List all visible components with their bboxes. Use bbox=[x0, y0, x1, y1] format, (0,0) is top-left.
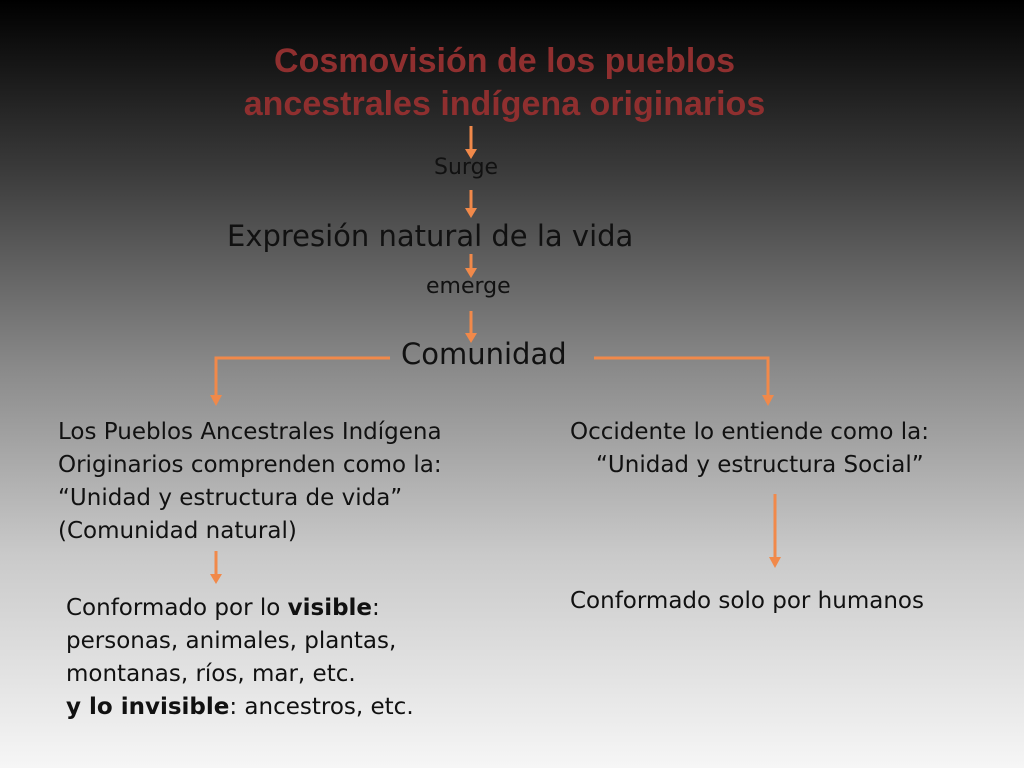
left-branch-text bbox=[58, 416, 442, 548]
right-bottom-line-1: Conformado solo por humanos bbox=[570, 588, 924, 614]
right-branch-line-1: Occidente lo entiende como la: bbox=[570, 419, 930, 445]
left-bottom-line-1-prefix: Conformado por lo bbox=[66, 595, 288, 621]
left-bottom-line-1-suffix: : bbox=[372, 595, 380, 621]
left-bottom-line-2: personas, animales, plantas, bbox=[66, 628, 397, 654]
right-branch-text bbox=[570, 416, 929, 482]
arrow-right-block-to-right-bottom bbox=[769, 494, 781, 568]
page-title-line-2: ancestrales indígena originarios bbox=[243, 85, 766, 123]
left-bottom-invisible: y lo invisible bbox=[66, 694, 230, 720]
left-branch-line-4: (Comunidad natural) bbox=[58, 518, 297, 544]
right-branch-line-2: “Unidad y estructura Social” bbox=[596, 452, 924, 478]
left-branch-line-2: Originarios comprenden como la: bbox=[58, 452, 442, 478]
left-bottom-text bbox=[66, 592, 414, 724]
left-bottom-visible: visible bbox=[287, 595, 373, 621]
page-title-line-1: Cosmovisión de los pueblos bbox=[274, 42, 735, 80]
label-emerge: emerge bbox=[426, 274, 511, 299]
node-comunidad: Comunidad bbox=[401, 337, 567, 371]
left-bottom-line-3: montanas, ríos, mar, etc. bbox=[66, 661, 356, 687]
left-branch-line-3: “Unidad y estructura de vida” bbox=[58, 485, 403, 511]
left-bottom-line-4 bbox=[66, 691, 414, 724]
right-bottom-text bbox=[570, 585, 924, 618]
arrow-surge-to-expresion bbox=[465, 190, 477, 218]
left-bottom-line-1 bbox=[66, 592, 414, 625]
arrow-comunidad-to-right-branch bbox=[594, 358, 774, 406]
label-surge: Surge bbox=[434, 155, 499, 180]
arrow-comunidad-to-left-branch bbox=[210, 358, 390, 406]
node-expresion-natural: Expresión natural de la vida bbox=[227, 219, 634, 253]
left-branch-line-1: Los Pueblos Ancestrales Indígena bbox=[58, 419, 442, 445]
left-bottom-line-4-suffix: : ancestros, etc. bbox=[229, 694, 414, 720]
arrow-left-block-to-left-bottom bbox=[210, 551, 222, 584]
